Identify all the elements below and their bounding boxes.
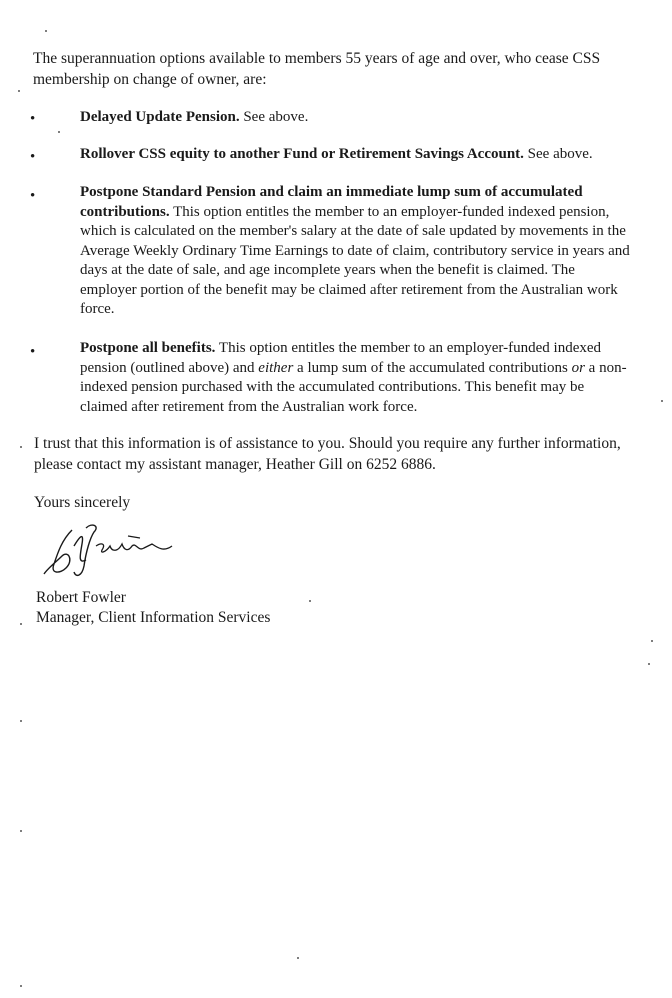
closing-paragraph: I trust that this information is of assistance to you. Should you require any further information, please contact my assistant manager, Heather Gill on 6252 6886. [34, 435, 621, 473]
option-lead: Postpone all benefits. [80, 340, 216, 356]
scan-speck [45, 30, 47, 32]
bullet-marker: • [30, 344, 36, 360]
option-postpone-standard-pension [80, 183, 632, 320]
scan-speck [20, 446, 22, 448]
option-postpone-all-benefits [80, 339, 632, 417]
scan-speck [661, 400, 663, 402]
scan-speck [20, 830, 22, 832]
option-body: See above. [243, 109, 309, 125]
signoff: Yours sincerely [34, 494, 131, 511]
intro-paragraph: The superannuation options available to members 55 years of age and over, who cease CSS membership on change of owner, are: [33, 50, 601, 88]
scan-speck [58, 131, 60, 133]
handwritten-signature [40, 522, 190, 582]
scan-speck [18, 90, 20, 92]
scan-speck [651, 640, 653, 642]
option-lead: Rollover CSS equity to another Fund or Retirement Savings Account. [80, 146, 524, 162]
bullet-marker: • [30, 111, 36, 127]
scan-speck [20, 623, 22, 625]
scan-speck [20, 720, 22, 722]
option-body-post: a non-indexed pension purchased with the accumulated contributions. This benefit may be claimed after retirement from the Australian work force. [80, 359, 627, 415]
option-body-pre: This option entitles the member to an employer-funded indexed pension (outlined above) and [80, 340, 602, 376]
signer-name: Robert Fowler [36, 589, 126, 606]
scan-speck [20, 985, 22, 987]
scan-speck [297, 957, 299, 959]
option-lead: Postpone Standard Pension and claim an immediate lump sum of accumulated contributions. [80, 184, 583, 220]
bullet-marker: • [30, 188, 36, 204]
option-body: This option entitles the member to an employer-funded indexed pension, which is calculated on the member's salary at the date of sale updated by movements in the Average Weekly Ordinary Time Earnings to date of claim, contributory service in years and days at the date of sale, and age incomplete years when the benefit is claimed. The employer portion of the benefit may be claimed after retirement from the Australian work force. [80, 203, 630, 317]
option-emphasis-or: or [571, 359, 585, 376]
option-rollover-css-equity [80, 145, 632, 165]
option-delayed-update-pension [80, 108, 632, 128]
option-body-mid: a lump sum of the accumulated contributions [297, 359, 568, 376]
signer-title: Manager, Client Information Services [36, 609, 271, 626]
option-body: See above. [527, 146, 593, 162]
bullet-marker: • [30, 149, 36, 165]
option-emphasis-either: either [258, 359, 294, 376]
scan-speck [648, 663, 650, 665]
scan-speck [309, 600, 311, 602]
option-lead: Delayed Update Pension. [80, 109, 240, 125]
